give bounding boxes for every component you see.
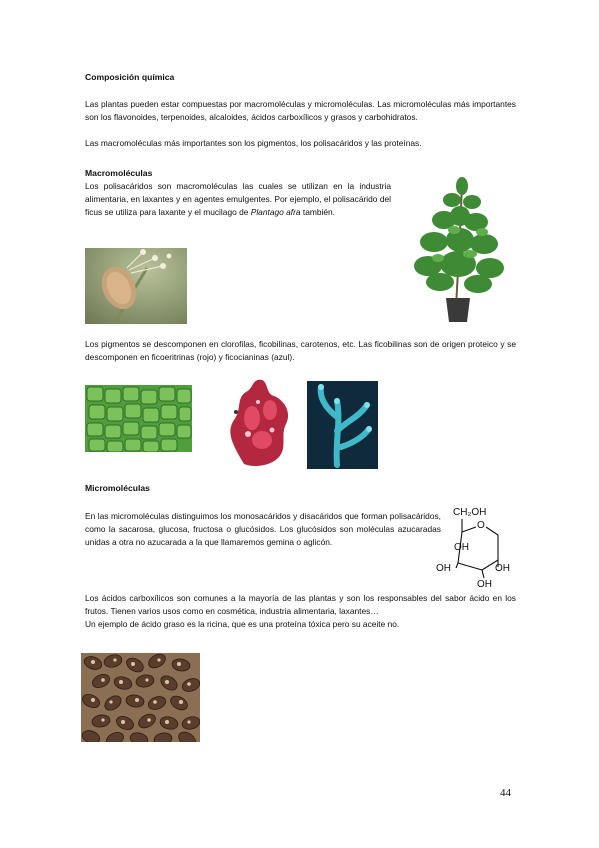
pigments-paragraph: Los pigmentos se descomponen en clorofilas, ficobilinas, carotenos, etc. Las ficobilinas son de origen proteico y se descomponen en ficoeritrinas (rojo) y ficocianinas (azul). xyxy=(85,339,516,362)
green-cells-photo xyxy=(85,385,192,452)
blue-filaments-photo xyxy=(307,381,378,469)
ficus-plant-photo xyxy=(410,170,508,324)
ring-oxygen-label: O xyxy=(477,520,485,531)
castor-seeds-photo xyxy=(81,653,200,742)
section-title-macro: Macromoléculas xyxy=(85,168,153,178)
glucose-structure-diagram xyxy=(432,505,522,595)
carboxylic-paragraph: Los ácidos carboxílicos son comunes a la mayoría de las plantas y son los responsables del sabor ácido en los frutos. Tienen varios usos como en cosmética, industria alimentaria, laxantes… xyxy=(85,593,516,616)
oh-bottom-label: OH xyxy=(477,579,492,590)
polysaccharide-text-a: Los polisacáridos son macromoléculas las cuales se utilizan en la industria alimentaria, en laxantes y en agentes emulgentes. Por ejemplo, el polisacárido del ficus se utiliza para laxante y el mucilago de xyxy=(85,181,391,217)
oh-right-label: OH xyxy=(495,563,510,574)
plantago-species-name: Plantago afra xyxy=(250,207,301,217)
oh-upper-label: OH xyxy=(454,542,469,553)
ricin-paragraph: Un ejemplo de ácido graso es la ricina, que es una proteína tóxica pero su aceite no. xyxy=(85,619,400,629)
intro-paragraph-2: Las macromoléculas más importantes son los pigmentos, los polisacáridos y las proteínas. xyxy=(85,138,422,148)
intro-paragraph: Las plantas pueden estar compuestas por macromoléculas y micromoléculas. Las micromoléculas más importantes son los flavonoides, terpenoides, alcaloides, ácidos carboxílicos y grasos y carbohidratos. xyxy=(85,99,516,122)
polysaccharide-text-b: también. xyxy=(300,207,336,217)
section-title-chemical: Composición química xyxy=(85,72,175,82)
plantago-flower-photo xyxy=(85,248,187,324)
oh-left-label: OH xyxy=(436,563,451,574)
polysaccharide-paragraph xyxy=(85,180,391,219)
monosaccharide-paragraph: En las micromoléculas distinguimos los monosacáridos y disacáridos que forman polisacáridos, como la sacarosa, glucosa, fructosa o glucósidos. Los glucósidos son moléculas azucaradas unidas a otra no azucarada a la que llamaremos gemina o aglicón. xyxy=(85,511,441,547)
red-algae-photo xyxy=(222,374,296,468)
ch2oh-label: CH₂OH xyxy=(453,507,487,518)
page-number: 44 xyxy=(500,787,511,799)
section-title-micro: Micromoléculas xyxy=(85,483,150,493)
